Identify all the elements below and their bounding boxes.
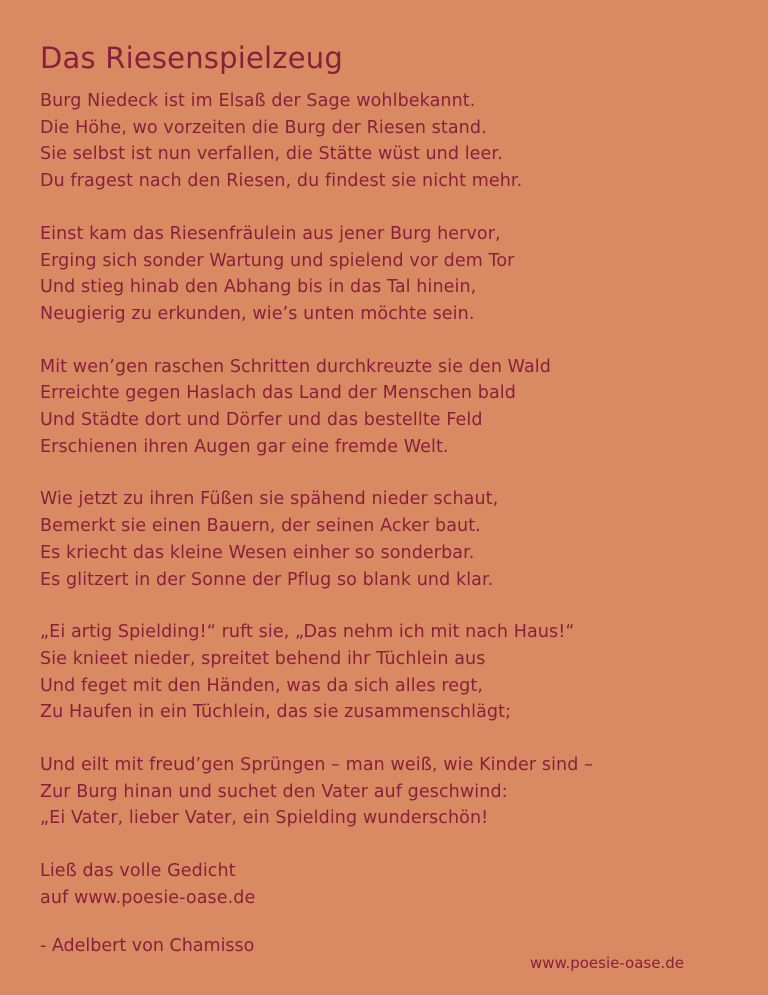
poem-line: Mit wen’gen raschen Schritten durchkreuzte sie den Wald <box>40 356 551 377</box>
note-line-link[interactable]: auf www.poesie-oase.de <box>40 887 256 908</box>
stanza-4 <box>40 486 740 593</box>
poem-line: Erreichte gegen Haslach das Land der Menschen bald <box>40 383 516 404</box>
poem-line: „Ei Vater, lieber Vater, ein Spielding wunderschön! <box>40 808 489 829</box>
poem-line: Und Städte dort und Dörfer und das bestellte Feld <box>40 410 483 431</box>
stanza-6 <box>40 752 740 832</box>
footer-website-link[interactable]: www.poesie-oase.de <box>530 954 684 972</box>
poem-line: Burg Niedeck ist im Elsaß der Sage wohlbekannt. <box>40 91 476 111</box>
full-poem-note <box>40 858 740 911</box>
poem-line: Neugierig zu erkunden, wie’s unten möchte sein. <box>40 303 475 324</box>
note-line: Ließ das volle Gedicht <box>40 861 236 882</box>
poem-line: Und stieg hinab den Abhang bis in das Tal hinein, <box>40 277 477 298</box>
stanza-5 <box>40 619 740 726</box>
poem-line: Bemerkt sie einen Bauern, der seinen Acker baut. <box>40 516 481 537</box>
poem-line: Es glitzert in der Sonne der Pflug so blank und klar. <box>40 569 494 590</box>
poem-line: Die Höhe, wo vorzeiten die Burg der Riesen stand. <box>40 117 487 138</box>
poem-line: Sie selbst ist nun verfallen, die Stätte wüst und leer. <box>40 144 503 165</box>
poem-title: Das Riesenspielzeug <box>40 41 343 75</box>
poem-line: Und eilt mit freud’gen Sprüngen – man weiß, wie Kinder sind – <box>40 755 593 776</box>
poem-page <box>40 40 740 958</box>
poem-line: Wie jetzt zu ihren Füßen sie spähend nieder schaut, <box>40 489 499 510</box>
stanza-3 <box>40 354 740 461</box>
poem-line: Erschienen ihren Augen gar eine fremde Welt. <box>40 436 449 457</box>
stanza-2 <box>40 221 740 328</box>
poem-line: Einst kam das Riesenfräulein aus jener Burg hervor, <box>40 223 501 244</box>
poem-line: Sie knieet nieder, spreitet behend ihr Tüchlein aus <box>40 648 486 669</box>
poem-line: Und feget mit den Händen, was da sich alles regt, <box>40 675 483 696</box>
poem-line: Du fragest nach den Riesen, du findest sie nicht mehr. <box>40 171 523 192</box>
poem-line: „Ei artig Spielding!“ ruft sie, „Das nehm ich mit nach Haus!“ <box>40 622 575 643</box>
stanza-1 <box>40 88 740 195</box>
author-credit: - Adelbert von Chamisso <box>40 935 255 956</box>
poem-line: Zu Haufen in ein Tüchlein, das sie zusammenschlägt; <box>40 702 512 723</box>
poem-line: Zur Burg hinan und suchet den Vater auf geschwind: <box>40 781 508 802</box>
poem-line: Es kriecht das kleine Wesen einher so sonderbar. <box>40 542 475 563</box>
poem-line: Erging sich sonder Wartung und spielend vor dem Tor <box>40 250 515 271</box>
